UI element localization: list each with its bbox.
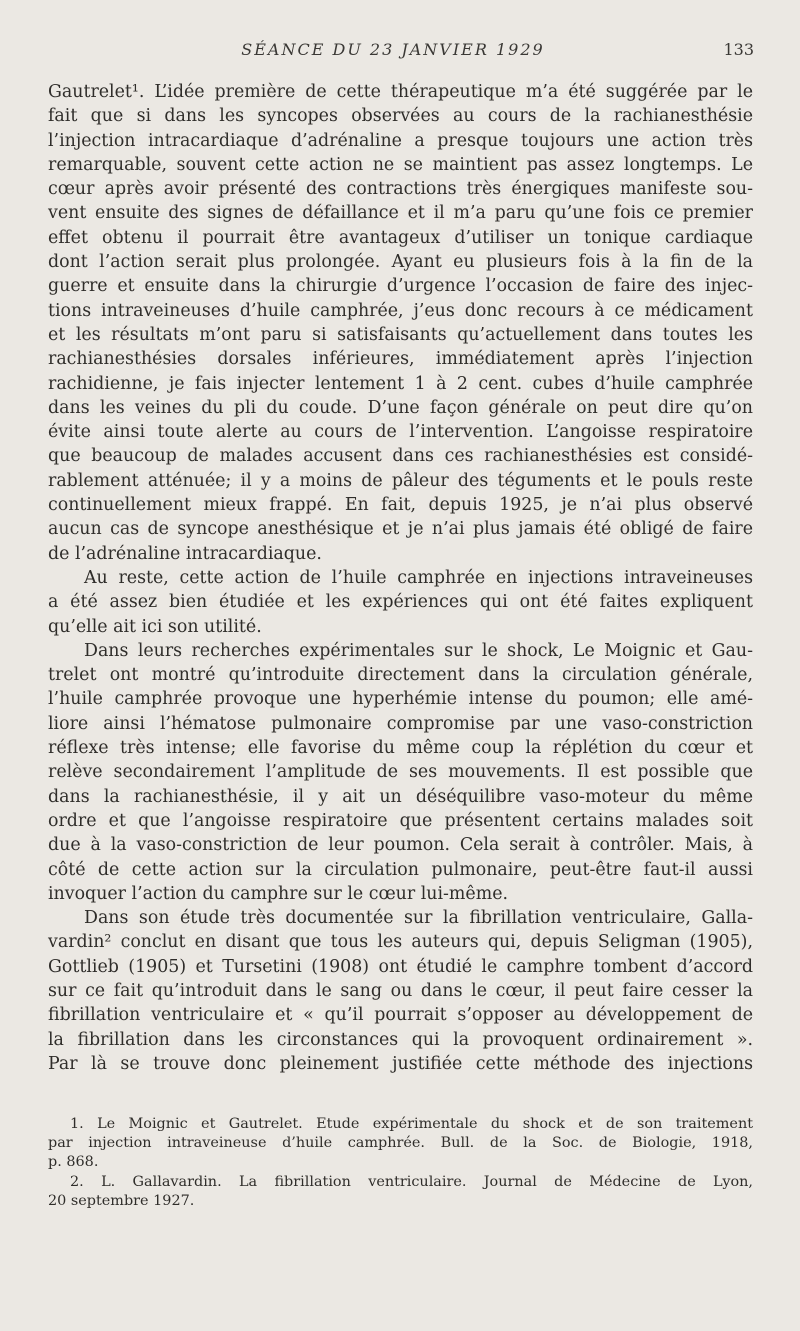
footnote-line: 2. L. Gallavardin. La fibrillation ventriculaire. Journal de Médecine de Lyon, <box>70 1173 753 1190</box>
body-line: liore ainsi l’hématose pulmonaire compromise par une vaso-constriction <box>48 713 753 734</box>
body-line: rablement atténuée; il y a moins de pâleur des téguments et le pouls reste <box>48 470 753 491</box>
body-line: invoquer l’action du camphre sur le cœur lui-même. <box>48 883 509 904</box>
body-line: effet obtenu il pourrait être avantageux d’utiliser un tonique cardiaque <box>48 227 753 248</box>
body-line: tions intraveineuses d’huile camphrée, j’eus donc recours à ce médicament <box>48 300 753 321</box>
body-line: rachidienne, je fais injecter lentement 1 à 2 cent. cubes d’huile camphrée <box>48 373 753 394</box>
running-title: SÉANCE DU 23 JANVIER 1929 <box>241 40 545 59</box>
body-line: cœur après avoir présenté des contractions très énergiques manifeste sou- <box>48 179 753 200</box>
footnote-line: par injection intraveineuse d’huile camphrée. Bull. de la Soc. de Biologie, 1918, <box>48 1135 753 1152</box>
body-line: relève secondairement l’amplitude de ses mouvements. Il est possible que <box>48 762 753 783</box>
body-line: dans la rachianesthésie, il y ait un déséquilibre vaso-moteur du même <box>48 786 753 807</box>
body-line: la fibrillation dans les circonstances qui la provoquent ordinairement ». <box>48 1029 753 1050</box>
body-line: vent ensuite des signes de défaillance et il m’a paru qu’une fois ce premier <box>48 203 753 224</box>
footnote-line: 20 septembre 1927. <box>48 1192 195 1209</box>
body-line: vardin² conclut en disant que tous les auteurs qui, depuis Seligman (1905), <box>48 932 753 953</box>
body-line: et les résultats m’ont paru si satisfaisants qu’actuellement dans toutes les <box>48 324 753 345</box>
body-line: trelet ont montré qu’introduite directement dans la circulation générale, <box>48 665 753 686</box>
body-line: que beaucoup de malades accusent dans ces rachianesthésies est considé- <box>48 446 753 467</box>
body-line: Dans son étude très documentée sur la fibrillation ventriculaire, Galla- <box>84 908 753 929</box>
body-line: côté de cette action sur la circulation pulmonaire, peut-être faut-il aussi <box>48 859 753 880</box>
footnote-line: p. 868. <box>48 1154 99 1171</box>
body-line: Gautrelet¹. L’idée première de cette thérapeutique m’a été suggérée par le <box>48 82 753 102</box>
body-line: dont l’action serait plus prolongée. Ayant eu plusieurs fois à la fin de la <box>48 252 753 273</box>
running-head <box>48 40 754 64</box>
body-line: ordre et que l’angoisse respiratoire que présentent certains malades soit <box>48 810 753 831</box>
body-line: de l’adrénaline intracardiaque. <box>48 543 322 564</box>
body-line: a été assez bien étudiée et les expériences qui ont été faites expliquent <box>48 592 753 613</box>
body-line: continuellement mieux frappé. En fait, depuis 1925, je n’ai plus observé <box>48 495 753 516</box>
body-line: Au reste, cette action de l’huile camphrée en injections intraveineuses <box>84 567 753 588</box>
body-line: qu’elle ait ici son utilité. <box>48 616 262 637</box>
body-text <box>48 80 753 1076</box>
body-line: fait que si dans les syncopes observées au cours de la rachianesthésie <box>48 106 753 127</box>
body-line: aucun cas de syncope anesthésique et je n’ai plus jamais été obligé de faire <box>48 519 753 540</box>
body-line: dans les veines du pli du coude. D’une façon générale on peut dire qu’on <box>48 397 753 418</box>
body-line: Gottlieb (1905) et Tursetini (1908) ont étudié le camphre tombent d’accord <box>48 956 753 977</box>
body-line: Par là se trouve donc pleinement justifiée cette méthode des injections <box>48 1053 753 1074</box>
footnotes <box>48 1115 753 1211</box>
body-line: guerre et ensuite dans la chirurgie d’urgence l’occasion de faire des injec- <box>48 276 753 297</box>
body-line: Dans leurs recherches expérimentales sur le shock, Le Moignic et Gau- <box>84 640 753 661</box>
body-line: réflexe très intense; elle favorise du même coup la réplétion du cœur et <box>48 738 753 759</box>
body-line: l’huile camphrée provoque une hyperhémie intense du poumon; elle amé- <box>48 689 753 710</box>
page-number: 133 <box>723 40 754 59</box>
footnote-line: 1. Le Moignic et Gautrelet. Etude expérimentale du shock et de son traitement <box>70 1116 753 1132</box>
body-line: évite ainsi toute alerte au cours de l’intervention. L’angoisse respiratoire <box>48 422 753 443</box>
body-line: remarquable, souvent cette action ne se maintient pas assez longtemps. Le <box>48 154 753 175</box>
body-line: fibrillation ventriculaire et « qu’il pourrait s’opposer au développement de <box>48 1005 753 1026</box>
body-line: due à la vaso-constriction de leur poumon. Cela serait à contrôler. Mais, à <box>48 835 753 856</box>
body-line: sur ce fait qu’introduit dans le sang ou dans le cœur, il peut faire cesser la <box>48 980 753 1001</box>
body-line: l’injection intracardiaque d’adrénaline a presque toujours une action très <box>48 130 753 151</box>
body-line: rachianesthésies dorsales inférieures, immédiatement après l’injection <box>48 349 753 370</box>
